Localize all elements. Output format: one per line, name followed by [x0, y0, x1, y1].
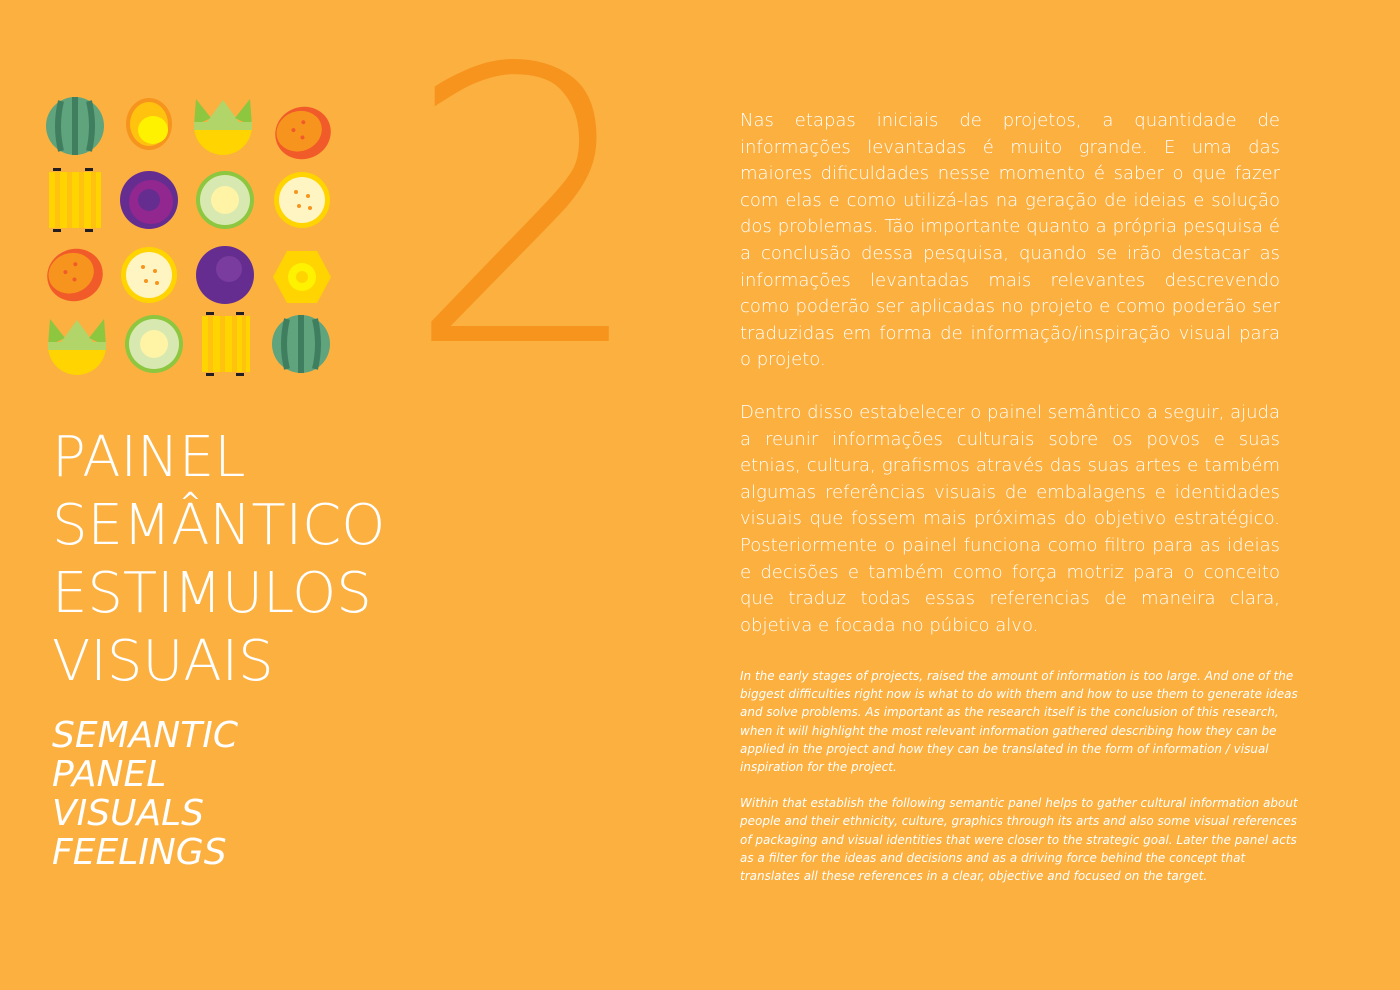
- grape-icon: [196, 246, 254, 304]
- watermelon-icon: [272, 315, 330, 373]
- fruit-icon-grid: [40, 90, 340, 380]
- pineapple-top-icon: [48, 319, 106, 375]
- egg-fruit-icon: [126, 98, 172, 150]
- passion-fruit-icon: [121, 247, 177, 303]
- subtitle-line: FEELINGS: [52, 832, 227, 873]
- english-body-text: [740, 667, 1298, 903]
- watermelon-icon: [46, 97, 104, 155]
- pineapple-top-icon: [194, 99, 252, 155]
- title-line: PAINEL: [52, 425, 246, 490]
- lime-slice-icon: [125, 315, 183, 373]
- passion-fruit-icon: [274, 172, 330, 228]
- title-line: SEMÂNTICO: [52, 493, 386, 558]
- corn-icon: [49, 168, 101, 232]
- paragraph: Nas etapas iniciais de projetos, a quantidade de informações levantadas é muito grande. E uma das maiores dificuldades nesse momento é saber o que fazer com elas e como utilizá-las na geração de ideias e solução dos problemas. Tão importante quanto a própria pesquisa é a conclusão dessa pesquisa, quando se irão destacar as informações levantadas mais relevantes descrevendo como poderão ser aplicadas no projeto e como poderão ser traduzidas em forma de informação/inspiração visual para o projeto.: [740, 110, 1280, 371]
- corn-icon: [202, 312, 250, 376]
- subtitle-line: PANEL: [52, 754, 167, 795]
- page-title: [52, 424, 385, 696]
- title-line: ESTIMULOS: [52, 561, 372, 626]
- paragraph: Within that establish the following semantic panel helps to gather cultural information about people and their ethnicity, culture, graphics through its arts and also some visual references of packaging and visual identities that were closer to the strategic goal. Later the panel acts as a filter for the ideas and decisions and as a driving force behind the concept that translates all these references in a clear, objective and focused on the target.: [740, 796, 1298, 884]
- lime-slice-icon: [196, 171, 254, 229]
- subtitle-line: VISUALS: [52, 793, 204, 834]
- paragraph: In the early stages of projects, raised the amount of information is too large. And one of the biggest difficulties right now is what to do with them and how to use them to generate ideas and solve problems. As important as the research itself is the conclusion of this research, when it will highlight the most relevant information gathered describing how they can be applied in the project and how they can be translated in the form of information / visual inspiration for the project.: [740, 669, 1298, 775]
- page-subtitle: [52, 716, 238, 872]
- title-line: VISUAIS: [52, 629, 274, 694]
- acai-icon: [120, 171, 178, 229]
- mango-icon: [268, 99, 338, 167]
- subtitle-line: SEMANTIC: [52, 715, 238, 756]
- pineapple-slice-icon: [273, 251, 331, 303]
- portuguese-body-text: [740, 108, 1280, 665]
- mango-icon: [40, 241, 110, 309]
- section-number: 2: [405, 0, 637, 431]
- paragraph: Dentro disso estabelecer o painel semântico a seguir, ajuda a reunir informações culturais sobre os povos e suas etnias, cultura, grafismos através das suas artes e também algumas referências visuais de embalagens e identidades visuais que fossem mais próximas do objetivo estratégico. Posteriormente o painel funciona como filtro para as ideias e decisões e também como força motriz para o conceito que traduz todas essas referencias de maneira clara, objetiva e focada no púbico alvo.: [740, 401, 1280, 636]
